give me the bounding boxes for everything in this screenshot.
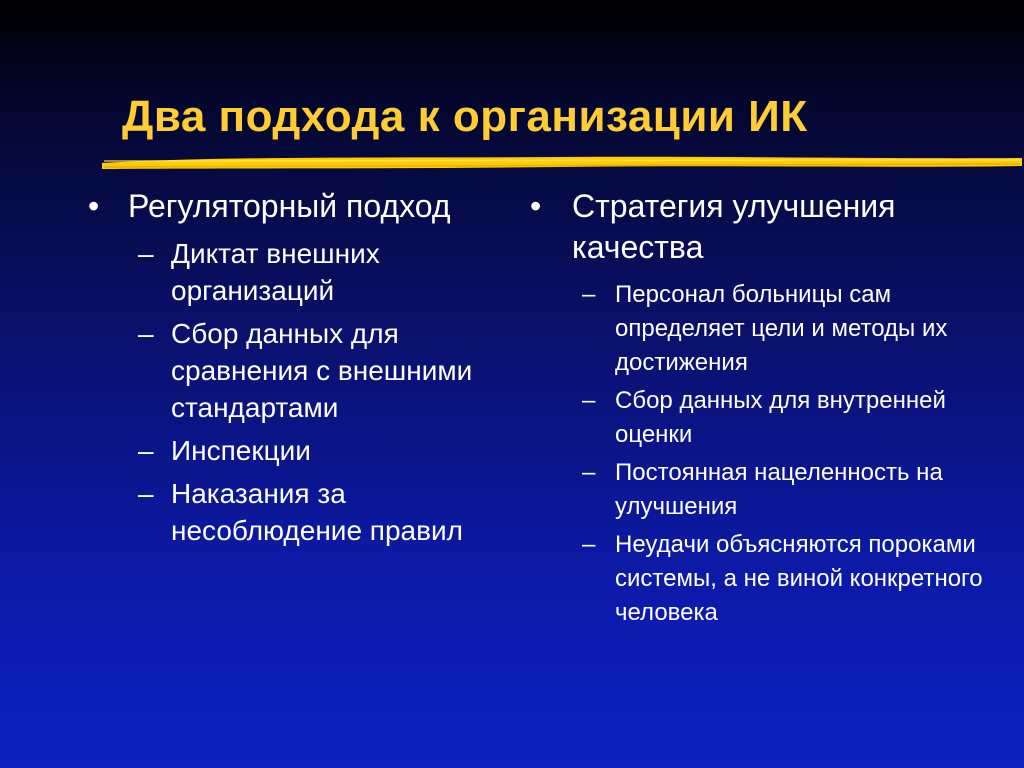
dash: – — [138, 238, 154, 269]
list-item — [88, 475, 498, 549]
list-item — [530, 456, 1010, 524]
list-item-text: Постоянная нацеленность на улучшения — [615, 459, 943, 520]
dash: – — [138, 318, 154, 349]
left-heading-text: Регуляторный подход — [128, 188, 451, 224]
dash: – — [138, 478, 154, 509]
list-item — [88, 235, 498, 309]
bullet-dot: • — [530, 188, 542, 224]
list-item-text: Персонал больницы сам определяет цели и методы их достижения — [615, 281, 948, 376]
dash: – — [582, 531, 596, 558]
title-underline — [100, 152, 1024, 174]
list-item — [530, 278, 1010, 380]
list-item-text: Неудачи объясняются пороками системы, а не виной конкретного человека — [615, 531, 983, 626]
list-item-text: Наказания за несоблюдение правил — [171, 478, 463, 546]
left-sub-list — [88, 235, 498, 549]
right-heading-text: Стратегия улучшения качества — [572, 188, 896, 265]
list-item — [530, 528, 1010, 630]
list-item-text: Сбор данных для сравнения с внешними стандартами — [171, 318, 473, 423]
right-heading — [530, 186, 1010, 268]
list-item-text: Сбор данных для внутренней оценки — [615, 387, 946, 448]
left-column — [88, 186, 498, 555]
slide-title: Два подхода к организации ИК — [122, 92, 808, 141]
list-item — [530, 384, 1010, 452]
right-column — [530, 186, 1010, 634]
list-item-text: Инспекции — [171, 435, 311, 466]
left-heading — [88, 186, 498, 227]
dash: – — [138, 435, 154, 466]
list-item-text: Диктат внешних организаций — [171, 238, 380, 306]
dash: – — [582, 459, 596, 486]
list-item — [88, 432, 498, 469]
right-sub-list — [530, 278, 1010, 630]
dash: – — [582, 281, 596, 308]
dash: – — [582, 387, 596, 414]
list-item — [88, 315, 498, 426]
bullet-dot: • — [88, 188, 100, 224]
